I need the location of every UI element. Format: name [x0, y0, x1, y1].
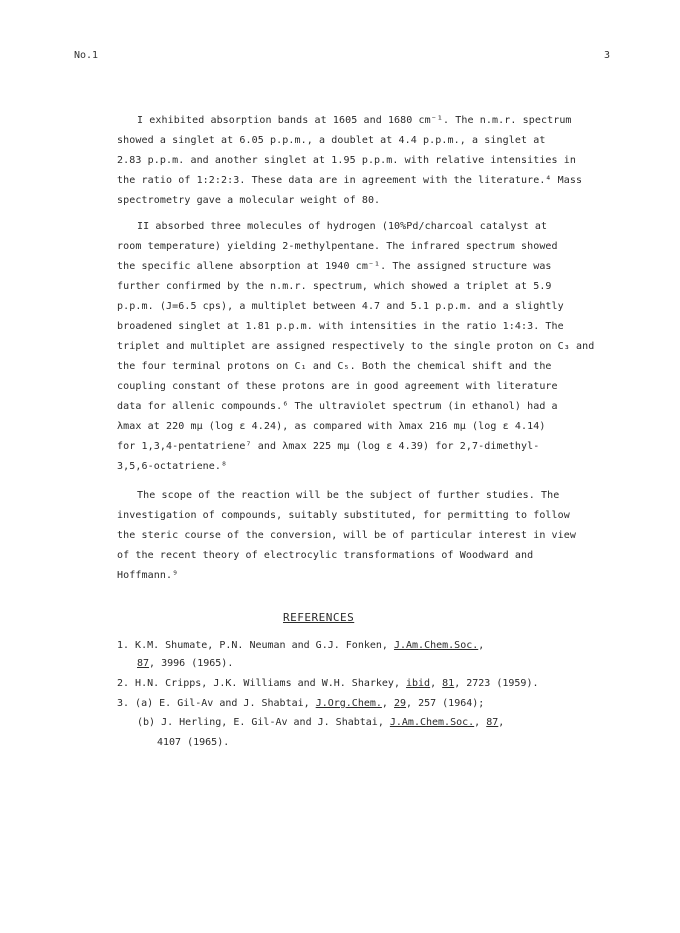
body-line: 3,5,6-octatriene.⁸ — [117, 461, 228, 472]
body-line: data for allenic compounds.⁶ The ultraviolet spectrum (in ethanol) had a — [117, 401, 558, 412]
body-line: room temperature) yielding 2-methylpentane. The infrared spectrum showed — [117, 241, 558, 252]
body-line: The scope of the reaction will be the subject of further studies. The — [137, 490, 560, 501]
body-line: the ratio of 1:2:2:3. These data are in agreement with the literature.⁴ Mass — [117, 175, 583, 186]
reference-punct: , — [381, 698, 388, 709]
page-number: 3 — [604, 50, 611, 61]
reference-item — [117, 698, 484, 710]
reference-authors: 1. K.M. Shumate, P.N. Neuman and G.J. Fonken, — [117, 640, 388, 651]
body-line: I exhibited absorption bands at 1605 and 1680 cm⁻¹. The n.m.r. spectrum — [137, 115, 572, 126]
reference-pages: , 257 (1964); — [406, 698, 485, 709]
reference-punct: , — [474, 717, 481, 728]
reference-item-cont — [137, 717, 504, 729]
volume-number: 87 — [137, 658, 150, 669]
body-line: investigation of compounds, suitably substituted, for permitting to follow — [117, 510, 570, 521]
journal-issue-label: No.1 — [74, 50, 99, 61]
journal-name: ibid — [406, 678, 431, 689]
body-line: broadened singlet at 1.81 p.p.m. with intensities in the ratio 1:4:3. The — [117, 321, 564, 332]
body-line: λmax at 220 mμ (log ε 4.24), as compared with λmax 216 mμ (log ε 4.14) — [117, 421, 546, 432]
reference-punct: , — [478, 640, 485, 651]
reference-item-cont — [137, 658, 233, 670]
reference-item-cont — [157, 737, 229, 749]
references-heading: REFERENCES — [283, 611, 355, 624]
reference-punct: , — [430, 678, 437, 689]
body-line: p.p.m. (J=6.5 cps), a multiplet between 4.7 and 5.1 p.p.m. and a slightly — [117, 301, 564, 312]
reference-authors: (b) J. Herling, E. Gil-Av and J. Shabtai, — [137, 717, 384, 728]
body-line: the four terminal protons on C₁ and C₅. Both the chemical shift and the — [117, 361, 552, 372]
volume-number: 81 — [442, 678, 455, 689]
body-line: triplet and multiplet are assigned respectively to the single proton on C₃ and — [117, 341, 595, 352]
body-line: Hoffmann.⁹ — [117, 570, 179, 581]
reference-item — [117, 640, 484, 652]
body-line: showed a singlet at 6.05 p.p.m., a doublet at 4.4 p.p.m., a singlet at — [117, 135, 546, 146]
journal-name: J.Org.Chem. — [315, 698, 382, 709]
reference-punct: , — [498, 717, 505, 728]
journal-name: J.Am.Chem.Soc. — [393, 640, 479, 651]
body-line: 2.83 p.p.m. and another singlet at 1.95 p.p.m. with relative intensities in — [117, 155, 577, 166]
body-line: of the recent theory of electrocylic transformations of Woodward and — [117, 550, 534, 561]
reference-item — [117, 678, 539, 690]
body-line: coupling constant of these protons are in good agreement with literature — [117, 381, 558, 392]
reference-authors: 3. (a) E. Gil-Av and J. Shabtai, — [117, 698, 310, 709]
body-line: the steric course of the conversion, will be of particular interest in view — [117, 530, 577, 541]
reference-authors: 2. H.N. Cripps, J.K. Williams and W.H. Sharkey, — [117, 678, 400, 689]
body-line: II absorbed three molecules of hydrogen (10%Pd/charcoal catalyst at — [137, 221, 548, 232]
body-line: spectrometry gave a molecular weight of 80. — [117, 195, 381, 206]
body-line: the specific allene absorption at 1940 cm⁻¹. The assigned structure was — [117, 261, 552, 272]
journal-name: J.Am.Chem.Soc. — [389, 717, 475, 728]
reference-pages: , 3996 (1965). — [149, 658, 234, 669]
body-line: further confirmed by the n.m.r. spectrum, which showed a triplet at 5.9 — [117, 281, 552, 292]
volume-number: 87 — [486, 717, 499, 728]
reference-pages: 4107 (1965). — [157, 737, 230, 748]
body-line: for 1,3,4-pentatriene⁷ and λmax 225 mμ (log ε 4.39) for 2,7-dimethyl- — [117, 441, 540, 452]
reference-pages: , 2723 (1959). — [454, 678, 539, 689]
volume-number: 29 — [393, 698, 407, 709]
